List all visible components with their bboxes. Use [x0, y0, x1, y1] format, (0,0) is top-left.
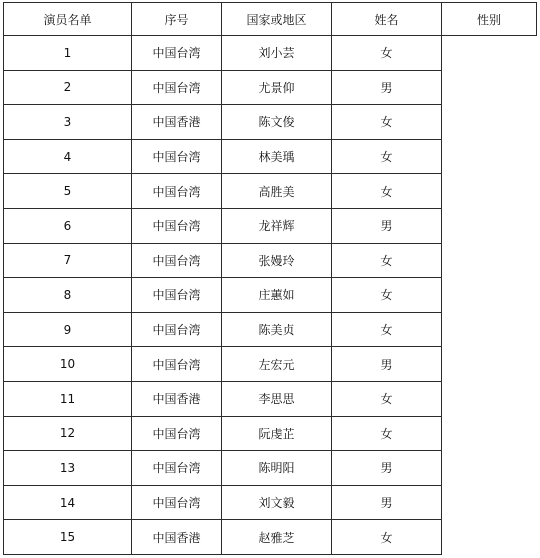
cell-region: 中国台湾 — [132, 36, 222, 71]
table-row — [4, 347, 537, 382]
cell-gender: 女 — [332, 139, 442, 174]
cell-name: 庄蕙如 — [222, 278, 332, 313]
cell-region: 中国台湾 — [132, 174, 222, 209]
cell-region: 中国香港 — [132, 520, 222, 555]
cell-name: 陈明阳 — [222, 451, 332, 486]
table-row — [4, 278, 537, 313]
header-name: 姓名 — [332, 3, 442, 36]
table-row — [4, 416, 537, 451]
cell-index: 14 — [4, 485, 132, 520]
table-row — [4, 312, 537, 347]
cell-name: 刘文毅 — [222, 485, 332, 520]
cell-gender: 男 — [332, 451, 442, 486]
cell-name: 林美瑀 — [222, 139, 332, 174]
cell-name: 陈美贞 — [222, 312, 332, 347]
cell-region: 中国台湾 — [132, 347, 222, 382]
cell-index: 9 — [4, 312, 132, 347]
cell-gender: 女 — [332, 174, 442, 209]
cell-region: 中国台湾 — [132, 416, 222, 451]
cell-index: 1 — [4, 36, 132, 71]
cell-name: 张嫚玲 — [222, 243, 332, 278]
cell-index: 2 — [4, 70, 132, 105]
cell-gender: 女 — [332, 416, 442, 451]
cell-gender: 女 — [332, 520, 442, 555]
cell-region: 中国台湾 — [132, 70, 222, 105]
cell-region: 中国香港 — [132, 381, 222, 416]
cell-region: 中国台湾 — [132, 485, 222, 520]
cell-gender: 女 — [332, 243, 442, 278]
cell-name: 尤景仰 — [222, 70, 332, 105]
cell-name: 高胜美 — [222, 174, 332, 209]
table-row — [4, 36, 537, 71]
table-row — [4, 174, 537, 209]
cell-region: 中国台湾 — [132, 139, 222, 174]
header-region: 国家或地区 — [222, 3, 332, 36]
table-row — [4, 485, 537, 520]
table-row — [4, 451, 537, 486]
header-gender: 性别 — [442, 3, 537, 36]
header-index: 序号 — [132, 3, 222, 36]
header-row — [4, 3, 537, 36]
table-row — [4, 520, 537, 555]
table-row — [4, 70, 537, 105]
cell-name: 赵雅芝 — [222, 520, 332, 555]
cell-gender: 女 — [332, 312, 442, 347]
table-row — [4, 139, 537, 174]
cell-index: 15 — [4, 520, 132, 555]
cell-index: 5 — [4, 174, 132, 209]
cell-region: 中国台湾 — [132, 243, 222, 278]
cell-region: 中国台湾 — [132, 278, 222, 313]
cell-index: 8 — [4, 278, 132, 313]
category-cell: 演员名单 — [4, 3, 132, 36]
table-row — [4, 105, 537, 140]
cell-gender: 男 — [332, 485, 442, 520]
cell-name: 陈文俊 — [222, 105, 332, 140]
cell-index: 13 — [4, 451, 132, 486]
cell-gender: 女 — [332, 36, 442, 71]
cell-index: 4 — [4, 139, 132, 174]
cell-name: 阮虔芷 — [222, 416, 332, 451]
cell-index: 3 — [4, 105, 132, 140]
cell-name: 刘小芸 — [222, 36, 332, 71]
cell-region: 中国香港 — [132, 105, 222, 140]
cell-index: 10 — [4, 347, 132, 382]
table-row — [4, 243, 537, 278]
cell-gender: 女 — [332, 278, 442, 313]
cell-name: 李思思 — [222, 381, 332, 416]
cell-index: 7 — [4, 243, 132, 278]
table-row — [4, 208, 537, 243]
cell-gender: 男 — [332, 208, 442, 243]
table-row — [4, 381, 537, 416]
cell-gender: 男 — [332, 70, 442, 105]
cell-gender: 女 — [332, 105, 442, 140]
cell-name: 左宏元 — [222, 347, 332, 382]
cell-index: 6 — [4, 208, 132, 243]
cell-region: 中国台湾 — [132, 208, 222, 243]
cell-index: 12 — [4, 416, 132, 451]
cast-list-table — [3, 2, 537, 555]
cell-gender: 女 — [332, 381, 442, 416]
cell-region: 中国台湾 — [132, 451, 222, 486]
cell-index: 11 — [4, 381, 132, 416]
cell-gender: 男 — [332, 347, 442, 382]
cell-name: 龙祥辉 — [222, 208, 332, 243]
cell-region: 中国台湾 — [132, 312, 222, 347]
